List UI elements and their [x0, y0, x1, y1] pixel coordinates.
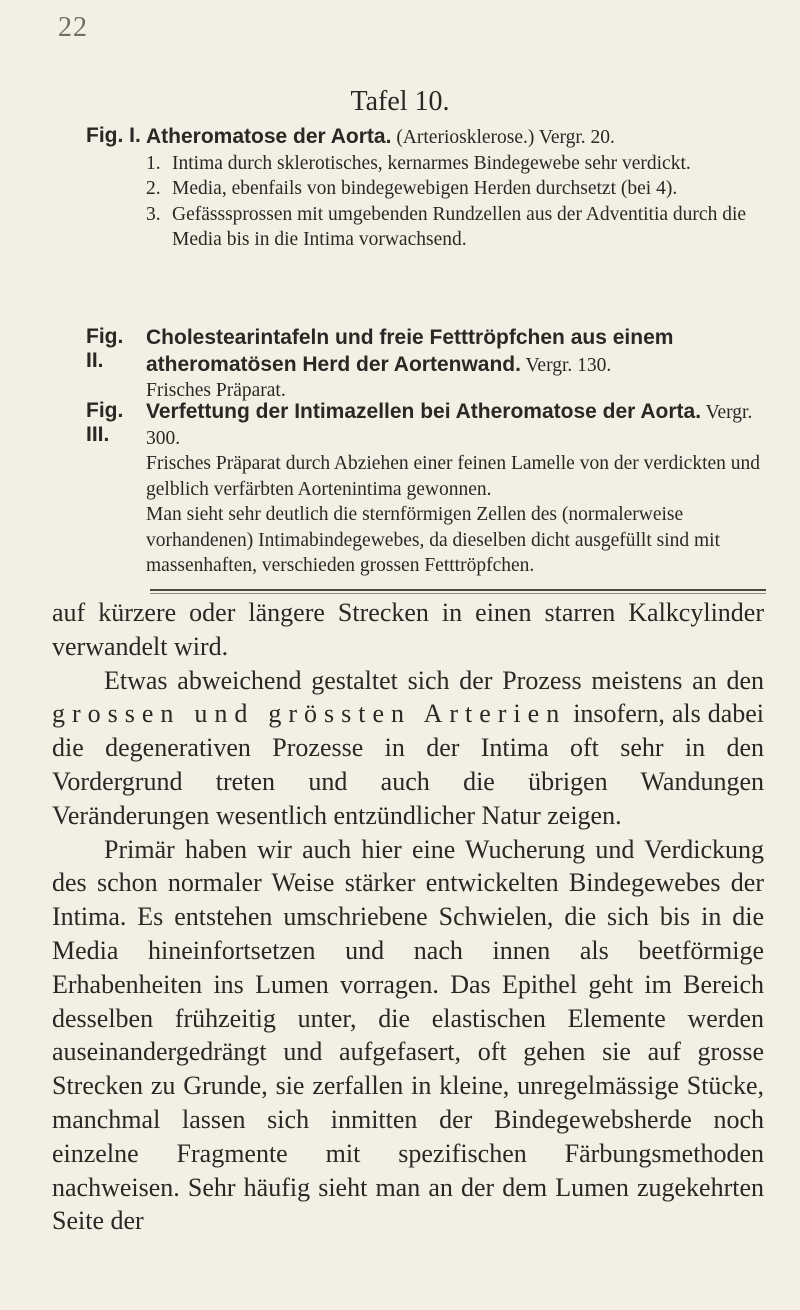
figure-1-heading: Atheromatose der Aorta. — [146, 125, 392, 148]
figure-2-description: Frisches Präparat. — [146, 380, 286, 401]
list-item: 1. Intima durch sklerotisches, kernarmes Bindegewebe sehr verdickt. — [146, 152, 691, 174]
divider-rule — [150, 589, 766, 591]
divider-rule-thin — [150, 593, 766, 594]
figure-2-heading: Cholestearintafeln und freie Fetttröpfchen aus einem atheromatösen Herd der Aortenwand. — [146, 326, 674, 376]
figure-3-description-1: Frisches Präparat durch Abziehen einer feinen Lamelle von der verdickten und gelblich verfärbten Aortenintima gewonnen. — [146, 453, 761, 500]
figure-3-caption — [86, 399, 766, 579]
figure-2-label: Fig. II. — [86, 325, 124, 372]
spaced-emphasis: grossen und grössten Arterien — [52, 699, 567, 729]
body-paragraph-3: Primär haben wir auch hier eine Wucherung und Verdickung des schon normaler Weise stärker entwickelten Bindegewebes der Intima. Es entstehen umschriebene Schwielen, die sich bis in die Media hineinfortsetzen und nach innen als beetförmige Erhabenheiten ins Lumen vorragen. Das Epithel geht im Bereich desselben frühzeitig unter, die elastischen Elemente werden auseinandergedrängt und aufgefasert, oft gehen sie auf grosse Strecken zu Grunde, sie zerfallen in kleine, unregelmässige Stücke, manchmal lassen sich inmitten der Bindegewebsherde noch einzelne Fragmente mit spezifischen Färbungsmethoden nachweisen. Sehr häufig sieht man an der dem Lumen zugekehrten Seite der — [52, 834, 764, 1236]
figure-1-caption — [86, 124, 766, 253]
plate-title: Tafel 10. — [350, 86, 450, 117]
figure-2-meta: Vergr. 130. — [525, 354, 612, 376]
figure-2-caption — [86, 325, 766, 404]
figure-3-label: Fig. III. — [86, 399, 124, 446]
list-item: 3. Gefässsprossen mit umgebenden Rundzellen aus der Adventitia durch die Media bis in die Intima vorwachsend. — [146, 203, 747, 250]
figure-1-label: Fig. I. — [86, 124, 141, 147]
list-item: 2. Media, ebenfails von bindegewebigen Herden durchsetzt (bei 4). — [146, 178, 678, 199]
body-paragraph-2: Etwas abweichend gestaltet sich der Prozess meistens an den grossen und grössten Arterien insofern, als dabei die degenerativen Prozesse in der Intima oft sehr in den Vordergrund treten und auch die übrigen Wandungen Veränderungen wesentlich entzündlicher Natur zeigen. — [52, 665, 765, 830]
figure-3-meta: Vergr. 300. — [146, 402, 753, 449]
body-text — [52, 596, 764, 1238]
page-number: 22 — [58, 12, 88, 43]
figure-3-description-2: Man sieht sehr deutlich die sternförmigen Zellen des (normalerweise vorhandenen) Intimabindegewebes, da dieselben dicht ausgefüllt sind mit massenhaften, verschieden grossen Fetttröpfchen. — [146, 504, 721, 576]
figure-3-heading: Verfettung der Intimazellen bei Atheromatose der Aorta. — [146, 400, 702, 423]
body-paragraph-1: auf kürzere oder längere Strecken in einen starren Kalkcylinder verwandelt wird. — [52, 598, 764, 661]
figure-1-notes — [146, 151, 766, 253]
figure-1-meta: (Arteriosklerose.) Vergr. 20. — [396, 127, 615, 148]
